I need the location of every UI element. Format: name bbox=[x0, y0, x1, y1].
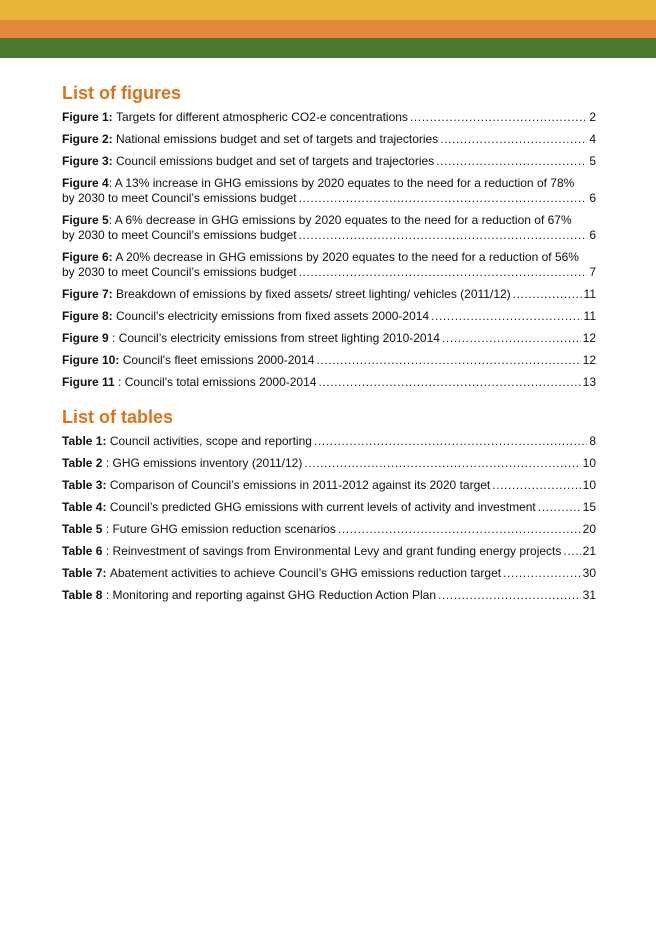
entry-title: Council's electricity emissions from fixed assets 2000-2014 bbox=[116, 309, 430, 323]
entry-title: : Future GHG emission reduction scenarios bbox=[105, 522, 336, 536]
figure-entry[interactable] bbox=[62, 375, 596, 390]
entry-label: Figure 4 bbox=[62, 176, 109, 190]
dot-leader bbox=[563, 544, 580, 559]
entry-label: Table 5 bbox=[62, 522, 103, 536]
header-stripe-green bbox=[0, 38, 656, 58]
table-entry[interactable] bbox=[62, 456, 596, 471]
figure-entry[interactable] bbox=[62, 353, 596, 368]
table-entry[interactable] bbox=[62, 588, 596, 603]
entry-title: : Monitoring and reporting against GHG Reduction Action Plan bbox=[105, 588, 436, 602]
dot-leader bbox=[431, 309, 581, 324]
entry-title: Council’s predicted GHG emissions with current levels of activity and investment bbox=[109, 500, 536, 514]
page-number: 20 bbox=[582, 522, 596, 536]
entry-label: Table 2 bbox=[62, 456, 103, 470]
dot-leader bbox=[299, 265, 588, 280]
entry-label: Table 6 bbox=[62, 544, 103, 558]
dot-leader bbox=[492, 478, 580, 493]
dot-leader bbox=[438, 588, 581, 603]
table-entry[interactable] bbox=[62, 478, 596, 493]
entry-title: Breakdown of emissions by fixed assets/ street lighting/ vehicles (2011/12) bbox=[116, 287, 511, 301]
dot-leader bbox=[410, 110, 587, 125]
figure-entry[interactable] bbox=[62, 176, 596, 206]
page-number: 11 bbox=[583, 309, 596, 323]
figures-list bbox=[62, 110, 596, 390]
figure-entry[interactable] bbox=[62, 110, 596, 125]
entry-first-line bbox=[62, 213, 596, 228]
entry-label: Figure 9 bbox=[62, 331, 109, 345]
figure-entry[interactable] bbox=[62, 154, 596, 169]
list-of-tables-heading: List of tables bbox=[62, 407, 174, 427]
figure-entry[interactable] bbox=[62, 213, 596, 243]
page-number: 6 bbox=[589, 228, 596, 242]
entry-title: Comparison of Council’s emissions in 2011-2012 against its 2020 target bbox=[109, 478, 491, 492]
page-number: 6 bbox=[589, 191, 596, 205]
header-stripe-yellow bbox=[0, 0, 656, 20]
dot-leader bbox=[513, 287, 582, 302]
figure-entry[interactable] bbox=[62, 132, 596, 147]
entry-label: Table 1: bbox=[62, 434, 107, 448]
header-stripe-orange bbox=[0, 20, 656, 38]
dot-leader bbox=[299, 228, 588, 243]
figure-entry[interactable] bbox=[62, 309, 596, 324]
entry-title: National emissions budget and set of targets and trajectories bbox=[116, 132, 439, 146]
entry-title: : Council's total emissions 2000-2014 bbox=[118, 375, 317, 389]
entry-label: Figure 8: bbox=[62, 309, 113, 323]
figure-entry[interactable] bbox=[62, 287, 596, 302]
entry-title: : GHG emissions inventory (2011/12) bbox=[105, 456, 303, 470]
dot-leader bbox=[316, 353, 580, 368]
page-number: 7 bbox=[589, 265, 596, 279]
dot-leader bbox=[318, 375, 580, 390]
table-entry[interactable] bbox=[62, 500, 596, 515]
table-entry[interactable] bbox=[62, 566, 596, 581]
entry-title: by 2030 to meet Council’s emissions budget bbox=[62, 265, 297, 279]
entry-label: Figure 1: bbox=[62, 110, 113, 124]
document-content bbox=[62, 80, 596, 610]
entry-first-line bbox=[62, 176, 596, 191]
page-number: 15 bbox=[582, 500, 596, 514]
table-entry[interactable] bbox=[62, 434, 596, 449]
entry-label: Figure 11 bbox=[62, 375, 115, 389]
figure-entry[interactable] bbox=[62, 250, 596, 280]
dot-leader bbox=[442, 331, 581, 346]
page-number: 10 bbox=[582, 478, 596, 492]
entry-title: by 2030 to meet Council’s emissions budget bbox=[62, 228, 297, 242]
entry-title: Council activities, scope and reporting bbox=[109, 434, 312, 448]
page-number: 10 bbox=[582, 456, 596, 470]
entry-first-line bbox=[62, 250, 596, 265]
dot-leader bbox=[503, 566, 581, 581]
entry-title: Abatement activities to achieve Council’s GHG emissions reduction target bbox=[109, 566, 502, 580]
entry-title-line1: : A 6% decrease in GHG emissions by 2020 equates to the need for a reduction of 67% bbox=[108, 213, 572, 227]
page-number: 31 bbox=[582, 588, 596, 602]
entry-label: Table 7: bbox=[62, 566, 107, 580]
entry-label: Figure 7: bbox=[62, 287, 113, 301]
entry-title: Targets for different atmospheric CO2-e concentrations bbox=[116, 110, 408, 124]
entry-title: Council's fleet emissions 2000-2014 bbox=[122, 353, 315, 367]
entry-title-line1: A 20% decrease in GHG emissions by 2020 equates to the need for a reduction of 56% bbox=[112, 250, 579, 264]
dot-leader bbox=[299, 191, 588, 206]
page-number: 4 bbox=[589, 132, 596, 146]
entry-title: : Reinvestment of savings from Environmental Levy and grant funding energy projects bbox=[105, 544, 562, 558]
dot-leader bbox=[304, 456, 580, 471]
entry-label: Figure 2: bbox=[62, 132, 113, 146]
entry-label: Figure 6: bbox=[62, 250, 113, 264]
dot-leader bbox=[338, 522, 581, 537]
tables-list bbox=[62, 434, 596, 603]
table-entry[interactable] bbox=[62, 544, 596, 559]
dot-leader bbox=[436, 154, 587, 169]
entry-label: Table 3: bbox=[62, 478, 107, 492]
page-number: 12 bbox=[582, 331, 596, 345]
table-entry[interactable] bbox=[62, 522, 596, 537]
page-number: 13 bbox=[582, 375, 596, 389]
entry-title: by 2030 to meet Council’s emissions budget bbox=[62, 191, 297, 205]
list-of-figures-heading: List of figures bbox=[62, 83, 182, 103]
entry-title: Council emissions budget and set of targets and trajectories bbox=[116, 154, 435, 168]
page-number: 5 bbox=[589, 154, 596, 168]
entry-label: Table 4: bbox=[62, 500, 107, 514]
entry-label: Figure 10: bbox=[62, 353, 120, 367]
entry-label: Figure 5 bbox=[62, 213, 109, 227]
page-number: 11 bbox=[583, 287, 596, 301]
page-number: 30 bbox=[582, 566, 596, 580]
dot-leader bbox=[440, 132, 587, 147]
page-number: 12 bbox=[582, 353, 596, 367]
entry-label: Figure 3: bbox=[62, 154, 113, 168]
entry-label: Table 8 bbox=[62, 588, 103, 602]
dot-leader bbox=[314, 434, 587, 449]
figure-entry[interactable] bbox=[62, 331, 596, 346]
page-number: 21 bbox=[582, 544, 596, 558]
page-number: 2 bbox=[589, 110, 596, 124]
entry-title-line1: : A 13% increase in GHG emissions by 2020 equates to the need for a reduction of 78% bbox=[108, 176, 575, 190]
page-number: 8 bbox=[589, 434, 596, 448]
entry-title: : Council’s electricity emissions from street lighting 2010-2014 bbox=[112, 331, 440, 345]
dot-leader bbox=[538, 500, 581, 515]
